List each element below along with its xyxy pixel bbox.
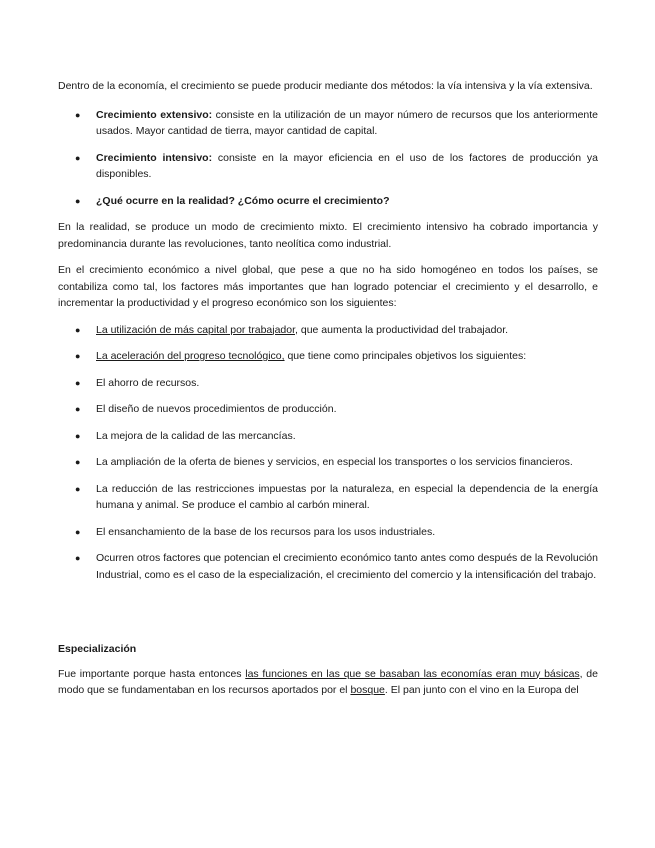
paragraph-text: . El pan junto con el vino en la Europa del [384,684,579,696]
list-item [58,524,598,541]
list-item [58,401,598,418]
bullet-icon: ● [75,526,81,537]
question-bold: ¿Qué ocurre en la realidad? ¿Cómo ocurre el crecimiento? [96,194,390,207]
list-item [58,454,598,471]
item-text: que aumenta la productividad del trabajador. [297,323,509,336]
bullet-icon: ● [75,109,81,120]
bullet-icon: ● [75,430,81,441]
item-text: La mejora de la calidad de las mercancías. [96,429,296,442]
list-item [58,107,598,140]
underlined-link[interactable]: La utilización de más capital por trabajador, [96,323,298,336]
bullet-icon: ● [75,404,81,414]
item-text: El diseño de nuevos procedimientos de producción. [96,403,337,415]
functions-link[interactable]: las funciones en las que se basaban las economías eran muy básicas [245,667,580,680]
term-bold: Crecimiento intensivo: [96,151,213,164]
underlined-link[interactable]: La aceleración del progreso tecnológico, [96,350,285,362]
intro-paragraph: Dentro de la economía, el crecimiento se puede producir mediante dos métodos: la vía intensiva y la vía extensiva. [58,80,593,92]
section-heading: Especialización [58,643,137,655]
paragraph-text: , de modo que se fundamentaban en los recursos aportados por el [58,667,598,696]
list-item [58,193,598,210]
term-bold: Crecimiento extensivo: [96,108,213,121]
paragraph-text: Fue importante porque hasta entonces [58,667,246,680]
specialization-paragraph [58,666,598,699]
bullet-icon: ● [75,553,81,563]
bullet-icon: ● [75,457,81,467]
list-item [58,348,598,365]
growth-types-list [58,107,598,210]
term-description: consiste en la utilización de un mayor número de recursos que los anteriormente usados. Mayor cantidad de tierra, mayor cantidad de capital. [96,108,599,137]
list-item [58,550,598,583]
bullet-icon: ● [75,377,81,388]
list-item [58,322,598,339]
bullet-icon: ● [75,324,81,335]
list-item [58,481,598,514]
list-item [58,150,598,183]
bosque-link[interactable]: bosque [350,684,385,696]
bullet-icon: ● [75,152,81,163]
term-description: consiste en la mayor eficiencia en el uso de los factores de producción ya disponibles. [96,151,598,180]
item-text: El ensanchamiento de la base de los recursos para los usos industriales. [96,525,436,538]
bullet-icon: ● [75,483,81,494]
item-text: La reducción de las restricciones impuestas por la naturaleza, en especial la dependencia de la energía humana y animal. Se produce el cambio al carbón mineral. [96,482,598,511]
item-text: que tiene como principales objetivos los siguientes: [284,350,527,362]
bullet-icon: ● [75,195,81,206]
list-item [58,375,598,392]
list-item [58,428,598,445]
global-growth-paragraph: En el crecimiento económico a nivel global, que pese a que no ha sido homogéneo en todos los países, se contabiliza como tal, los factores más importantes que han logrado potenciar el crecimiento y el desarrollo, e incrementar la productividad y el progreso económico son los siguientes: [58,264,598,309]
bullet-icon: ● [75,351,81,361]
item-text: La ampliación de la oferta de bienes y servicios, en especial los transportes o los servicios financieros. [96,456,573,468]
reality-paragraph: En la realidad, se produce un modo de crecimiento mixto. El crecimiento intensivo ha cobrado importancia y predominancia durante las revoluciones, tanto neolítica como industrial. [58,221,598,250]
factors-list [58,322,598,584]
item-text: Ocurren otros factores que potencian el crecimiento económico tanto antes como después de la Revolución Industrial, como es el caso de la especialización, el crecimiento del comercio y la intensificación del trabajo. [96,552,598,581]
item-text: El ahorro de recursos. [96,376,200,389]
document-page [58,78,598,699]
